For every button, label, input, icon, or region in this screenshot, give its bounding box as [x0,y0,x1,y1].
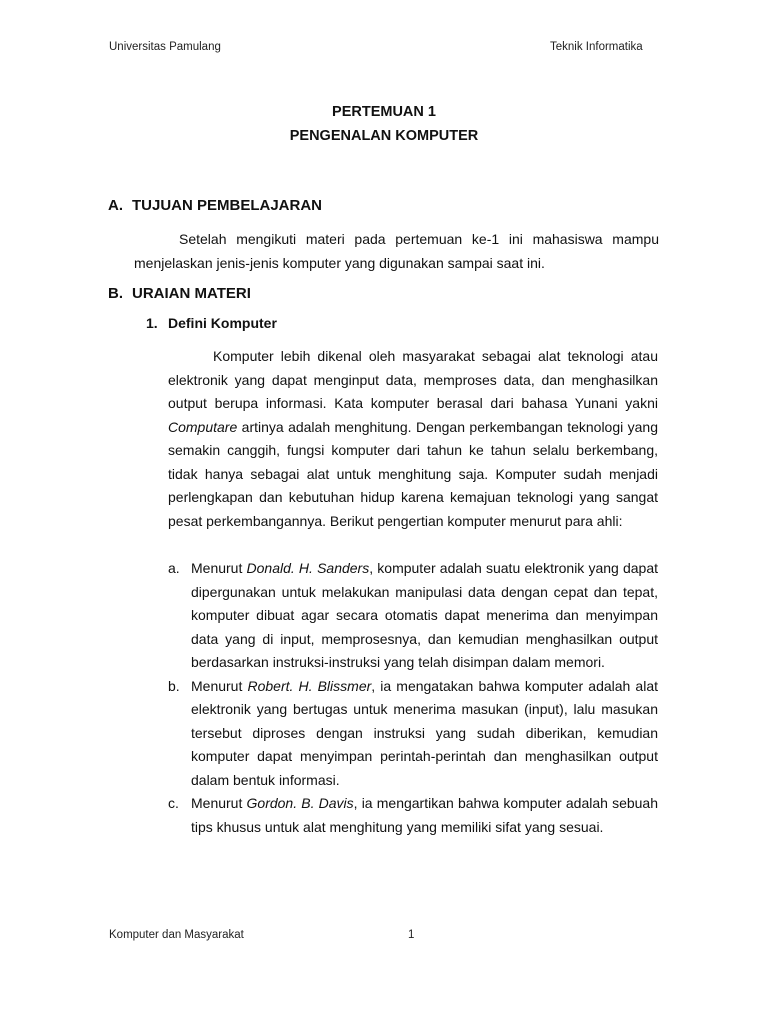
section-a-heading [108,197,322,214]
subsection-1-label: 1. [146,315,158,331]
definition-term: Computare [168,418,238,435]
section-b-title: URAIAN MATERI [132,285,251,302]
footer-course: Komputer dan Masyarakat [109,929,244,941]
meeting-title: PERTEMUAN 1 [332,104,436,120]
list-marker: a. [168,560,180,576]
list-item-text: , komputer adalah suatu elektronik yang dapat dipergunakan untuk melakukan manipulasi data dengan cepat dan tepat, komputer dibuat agar secara otomatis dapat menerima dan menyimpan data yang di input, memprosesnya, dan kemudian menghasilkan output berdasarkan instruksi-instruksi yang telah disimpan dalam memori. [191,560,659,670]
list-item-text: , ia mengatakan bahwa komputer adalah alat elektronik yang bertugas untuk menerima masukan (input), lalu masukan tersebut diproses dengan instruksi yang sudah diberikan, kemudian komputer dapat menyimpan perintah-perintah dan menghasilkan output dalam bentuk informasi. [191,677,659,788]
section-a-label: A. [108,197,123,214]
header-department: Teknik Informatika [550,41,643,53]
definition-paragraph [168,345,658,533]
list-item-intro: Menurut [191,560,247,576]
list-item [168,557,658,675]
expert-definitions-list [168,557,658,839]
chapter-title: PENGENALAN KOMPUTER [289,128,479,144]
list-item [168,792,658,839]
list-item-intro: Menurut [191,795,247,811]
subsection-1-title: Defini Komputer [168,315,277,331]
section-a-paragraph: Setelah mengikuti materi pada pertemuan ke-1 ini mahasiswa mampu menjelaskan jenis-jenis komputer yang digunakan sampai saat ini. [134,231,659,271]
expert-name: Robert. H. Blissmer [247,677,372,694]
list-item-text: , ia mengartikan bahwa komputer adalah sebuah tips khusus untuk alat menghitung yang memiliki sifat yang sesuai. [191,795,658,835]
list-item [168,675,658,793]
page-number: 1 [408,929,415,941]
expert-name: Gordon. B. Davis [246,795,354,811]
section-b-label: B. [108,285,123,302]
list-item-intro: Menurut [191,677,248,694]
list-marker: c. [168,795,179,811]
definition-text-1: Komputer lebih dikenal oleh masyarakat sebagai alat teknologi atau elektronik yang dapat menginput data, memproses data, dan menghasilkan output berupa informasi. Kata komputer berasal dari bahasa Yunani yakni [168,348,658,411]
subsection-1-heading [146,315,277,331]
definition-text-2: artinya adalah menghitung. Dengan perkembangan teknologi yang semakin canggih, fungsi komputer dari tahun ke tahun selalu berkembang, tidak hanya sebagai alat untuk menghitung saja. Komputer sudah menjadi perlengkapan dan kebutuhan hidup karena kemajuan teknologi yang sangat pesat perkembangannya. Berikut pengertian komputer menurut para ahli: [168,418,658,529]
list-marker: b. [168,677,180,694]
section-b-heading [108,285,251,302]
expert-name: Donald. H. Sanders [246,560,370,576]
header-institution: Universitas Pamulang [109,41,221,53]
section-a-title: TUJUAN PEMBELAJARAN [132,197,323,214]
